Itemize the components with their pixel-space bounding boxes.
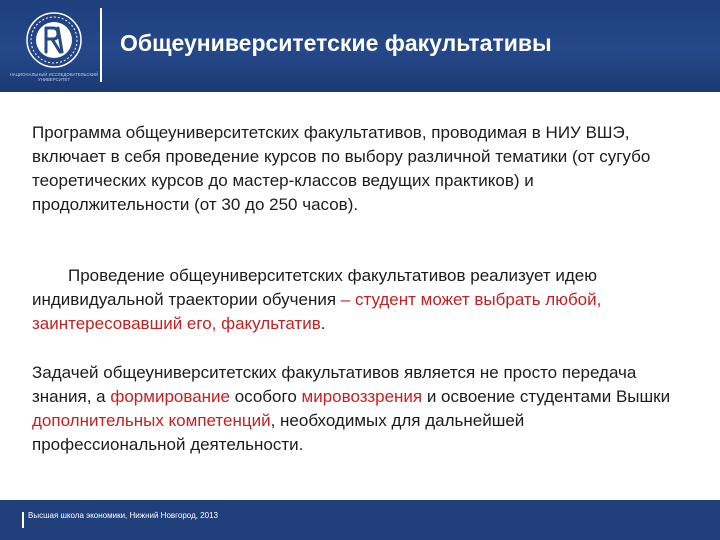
highlight-worldview: мировоззрения bbox=[301, 387, 423, 406]
page-title: Общеуниверситетские факультативы bbox=[120, 30, 552, 56]
logo-caption: НАЦИОНАЛЬНЫЙ ИССЛЕДОВАТЕЛЬСКИЙ УНИВЕРСИТЕТ bbox=[9, 72, 99, 82]
paragraph-trajectory-tail: . bbox=[320, 314, 326, 333]
footer-divider bbox=[22, 512, 24, 528]
hse-emblem-icon bbox=[8, 8, 100, 72]
paragraph-goal-part1: Задачей общеуниверситетских факультативов является не просто передача знания, а bbox=[32, 363, 637, 406]
paragraph-trajectory-lead: Проведение общеуниверситетских факультативов реализует идею индивидуальной траектории обучения bbox=[32, 266, 597, 309]
paragraph-trajectory-highlight: – студент может выбрать любой, заинтересовавший его, факультатив bbox=[32, 290, 602, 333]
highlight-competencies: дополнительных компетенций bbox=[32, 411, 271, 430]
paragraph-goal-part2: особого bbox=[229, 387, 302, 406]
footer-bar bbox=[0, 500, 720, 540]
hse-logo bbox=[8, 8, 100, 88]
paragraph-goal-part3: и освоение студентами Вышки bbox=[422, 387, 671, 406]
footer-caption: Высшая школа экономики, Нижний Новгород, 2013 bbox=[28, 511, 218, 520]
highlight-formation: формирование bbox=[110, 387, 230, 406]
header-bar bbox=[0, 0, 720, 92]
paragraph-program: Программа общеуниверситетских факультативов, проводимая в НИУ ВШЭ, включает в себя проведение курсов по выбору различной тематики (от сугубо теоретических курсов до мастер-классов ведущих практиков) и продолжительности (от 30 до 250 часов). bbox=[32, 123, 651, 214]
paragraph-trajectory bbox=[32, 264, 672, 336]
paragraph-goal bbox=[32, 361, 672, 457]
paragraph-goal-part4: , необходимых для дальнейшей профессиональной деятельности. bbox=[32, 411, 525, 454]
header-divider bbox=[100, 8, 102, 82]
